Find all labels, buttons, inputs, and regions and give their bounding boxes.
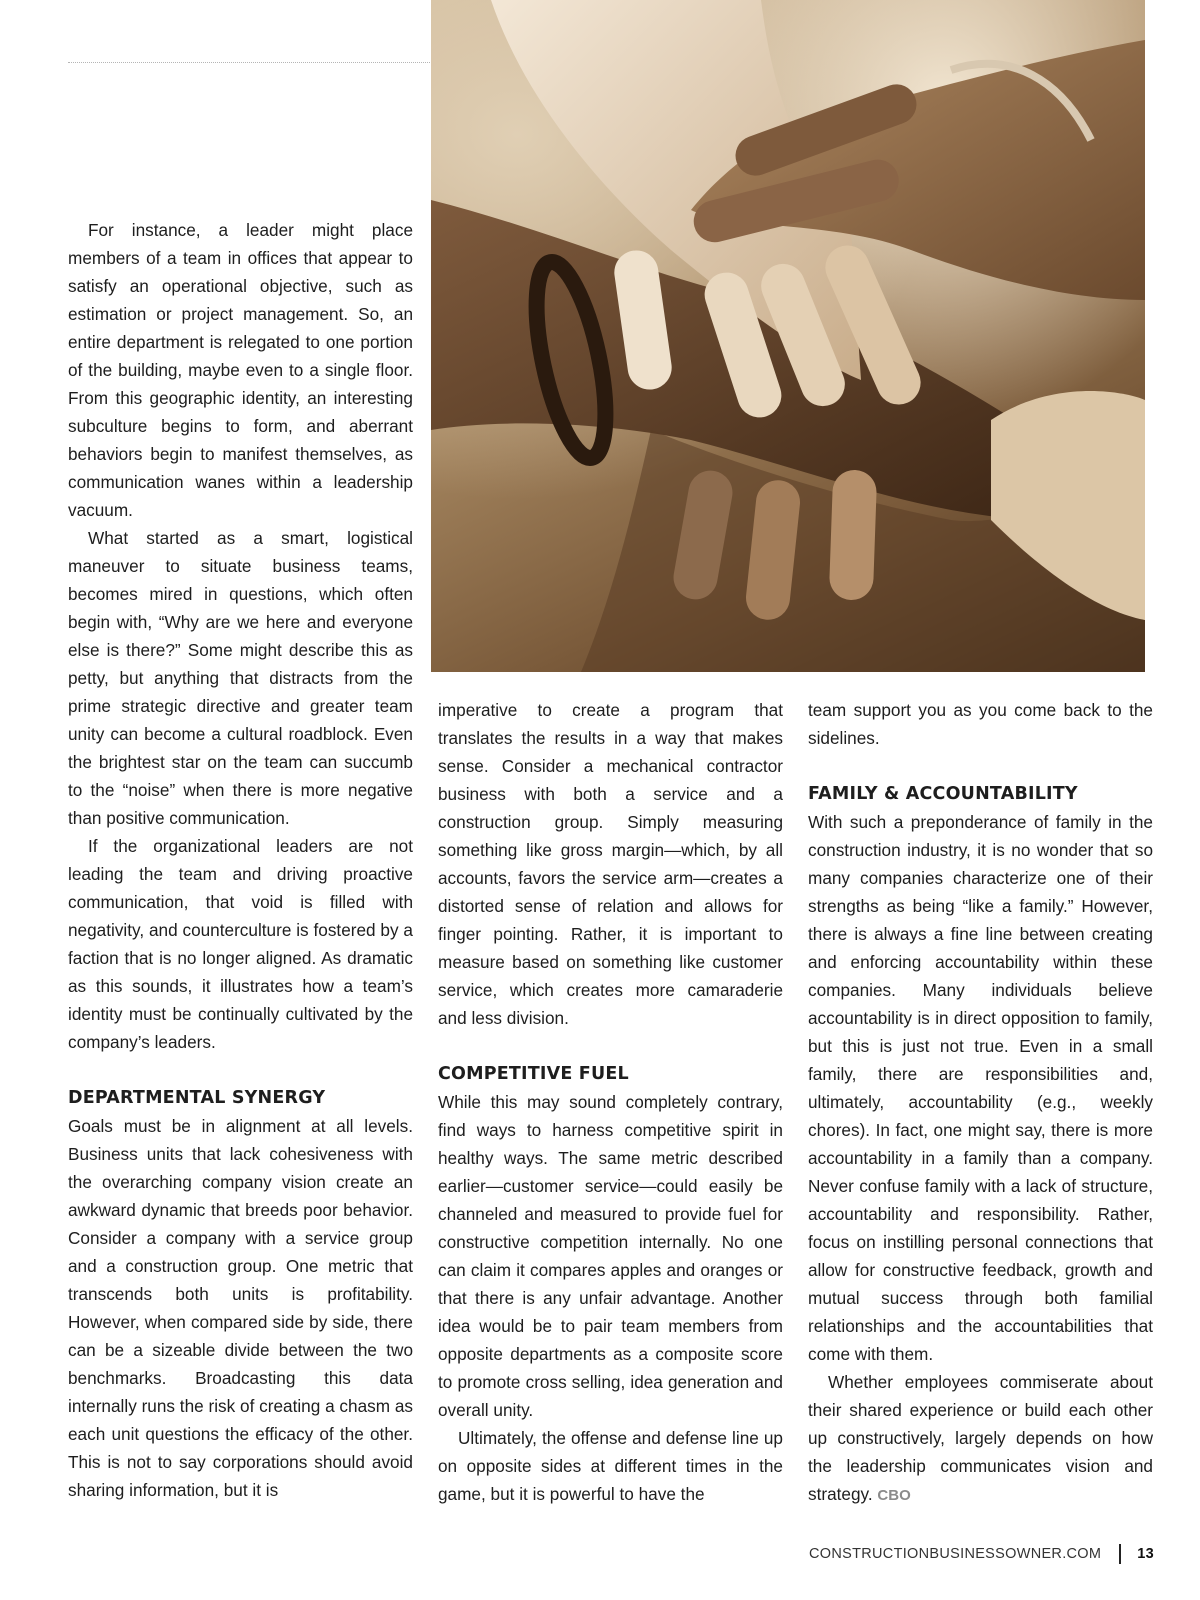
- paragraph: While this may sound completely contrary, find ways to harness competitive spirit in healthy ways. The same metric described earlier—customer service—could easily be channeled and measured to provide fuel for constructive competition internally. No one can claim it compares apples and oranges or that there is any unfair advantage. Another idea would be to pair team members from opposite departments as a composite score to promote cross selling, idea generation and overall unity.: [438, 1092, 783, 1420]
- cbo-signoff: CBO: [877, 1487, 911, 1504]
- article-column-2: [438, 696, 783, 1508]
- section-heading-departmental-synergy: DEPARTMENTAL SYNERGY: [68, 1088, 326, 1108]
- paragraph-closing: [808, 1368, 1153, 1510]
- paragraph: Ultimately, the offense and defense line up on opposite sides at different times in the game, but it is powerful to have the: [438, 1428, 783, 1504]
- page-number: 13: [1137, 1546, 1154, 1562]
- section-heading-competitive-fuel: COMPETITIVE FUEL: [438, 1064, 629, 1084]
- paragraph: For instance, a leader might place members of a team in offices that appear to satisfy an operational objective, such as estimation or project management. So, an entire department is relegated to one portion of the building, maybe even to a single floor. From this geographic identity, an interesting subculture begins to form, and aberrant behaviors begin to manifest themselves, as communication wanes within a leadership vacuum.: [68, 220, 413, 520]
- paragraph: With such a preponderance of family in the construction industry, it is no wonder that so many companies characterize one of their strengths as being “like a family.” However, there is always a fine line between creating and enforcing accountability within these companies. Many individuals believe accountability is in direct opposition to family, but this is just not true. Even in a small family, there are responsibilities and, ultimately, accountability (e.g., weekly chores). In fact, one might say, there is more accountability in a family than a company. Never confuse family with a lack of structure, accountability and responsibility. Rather, focus on instilling personal connections that allow for constructive feedback, growth and mutual success through both familial relationships and the accountabilities that come with them.: [808, 812, 1153, 1364]
- header-rule: [68, 62, 430, 63]
- paragraph-text: Whether employees commiserate about their shared experience or build each other up constructively, largely depends on how the leadership communicates vision and strategy.: [808, 1372, 1153, 1504]
- paragraph: imperative to create a program that translates the results in a way that makes sense. Consider a mechanical contractor business with both a service and a construction group. Simply measuring something like gross margin—which, by all accounts, favors the service arm—creates a distorted sense of relation and allows for finger pointing. Rather, it is important to measure based on something like customer service, which creates more camaraderie and less division.: [438, 700, 783, 1028]
- article-column-1: [68, 216, 413, 1504]
- section-heading-family-accountability: FAMILY & ACCOUNTABILITY: [808, 784, 1078, 804]
- footer-site: CONSTRUCTIONBUSINESSOWNER.COM: [809, 1546, 1102, 1562]
- page-footer: [809, 1544, 1154, 1564]
- footer-divider: [1119, 1544, 1121, 1564]
- paragraph: What started as a smart, logistical maneuver to situate business teams, becomes mired in questions, which often begin with, “Why are we here and everyone else is there?” Some might describe this as petty, but anything that distracts from the prime strategic directive and greater team unity can become a cultural roadblock. Even the brightest star on the team can succumb to the “noise” when there is more negative than positive communication.: [68, 528, 413, 828]
- stacked-hands-photo: [431, 0, 1145, 672]
- paragraph: Goals must be in alignment at all levels. Business units that lack cohesiveness with the overarching company vision create an awkward dynamic that breeds poor behavior. Consider a company with a service group and a construction group. One metric that transcends both units is profitability. However, when compared side by side, there can be a sizeable divide between the two benchmarks. Broadcasting this data internally runs the risk of creating a chasm as each unit questions the efficacy of the other. This is not to say corporations should avoid sharing information, but it is: [68, 1116, 413, 1500]
- article-column-3: [808, 696, 1153, 1510]
- paragraph: team support you as you come back to the sidelines.: [808, 700, 1153, 748]
- hands-illustration: [431, 0, 1145, 672]
- paragraph: If the organizational leaders are not leading the team and driving proactive communication, that void is filled with negativity, and counterculture is fostered by a faction that is no longer aligned. As dramatic as this sounds, it illustrates how a team’s identity must be continually cultivated by the company’s leaders.: [68, 836, 413, 1052]
